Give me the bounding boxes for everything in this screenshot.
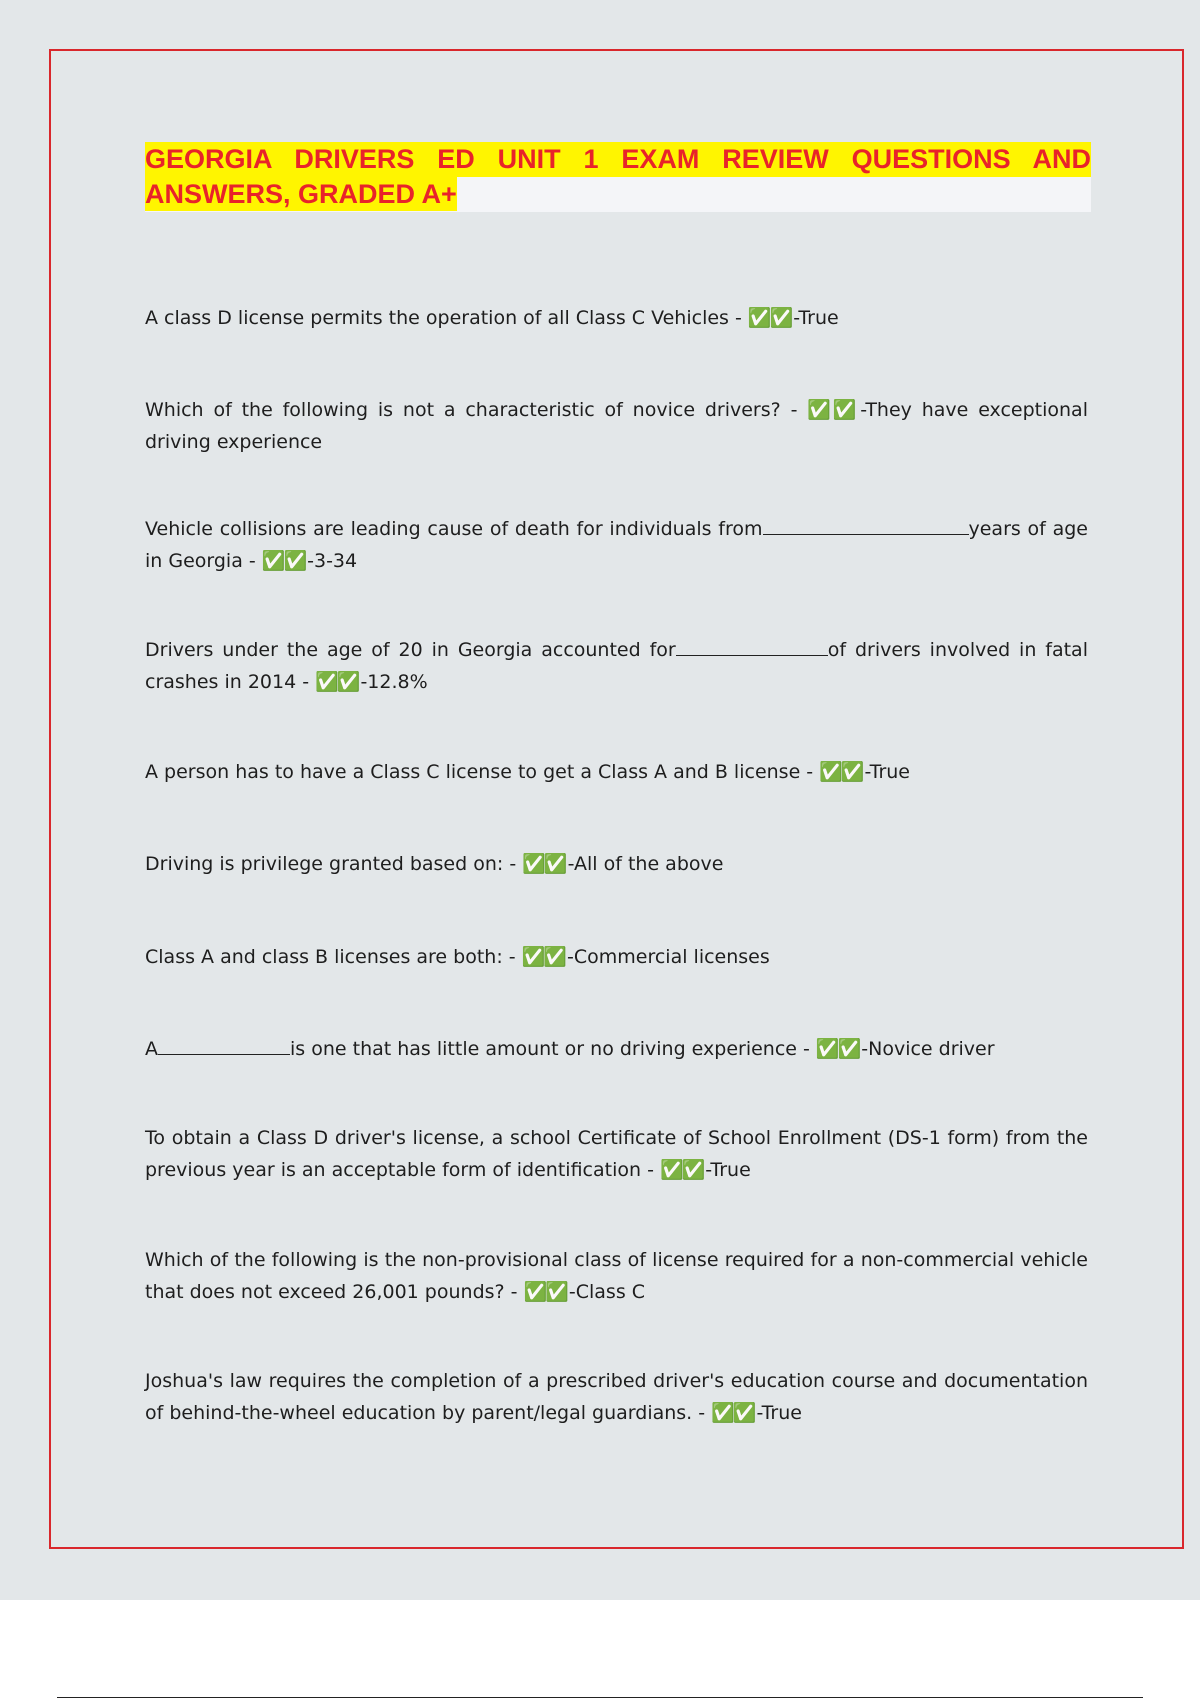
qa-item-5 (145, 756, 1088, 788)
answer-text: -True (864, 761, 910, 783)
answer-text: -All of the above (567, 853, 724, 875)
qa-item-6 (145, 848, 1088, 880)
question-text: Which of the following is not a characteristic of novice drivers? - (145, 399, 808, 421)
answer-text: -True (756, 1402, 802, 1424)
check-icon: ✅✅ (747, 307, 792, 329)
answer-text: -3-34 (307, 550, 358, 572)
question-text-cont: of drivers involved in fatal crashes in 2014 - (145, 639, 1088, 693)
check-icon: ✅✅ (522, 853, 566, 875)
fill-in-blank (676, 636, 828, 656)
question-text: Drivers under the age of 20 in Georgia accounted for (145, 639, 676, 661)
question-text: Class A and class B licenses are both: - (145, 946, 522, 968)
title-line-2: ANSWERS, GRADED A+ (145, 177, 1091, 212)
check-icon: ✅✅ (521, 946, 565, 968)
question-text: Joshua's law requires the completion of a prescribed driver's education course and documentation of behind-the-wheel education by parent/legal guardians. - (145, 1370, 1088, 1424)
answer-text: -They have exceptional driving experience (145, 399, 1088, 453)
check-icon: ✅✅ (523, 1281, 567, 1303)
page-border (49, 49, 1184, 1549)
qa-item-7 (145, 941, 1088, 973)
question-text: Vehicle collisions are leading cause of death for individuals from (145, 518, 763, 540)
check-icon: ✅✅ (711, 1402, 755, 1424)
qa-item-3 (145, 513, 1088, 577)
answer-text: -Class C (568, 1281, 646, 1303)
qa-item-8 (145, 1033, 1088, 1065)
question-text-cont: is one that has little amount or no driving experience - (290, 1038, 816, 1060)
qa-item-9 (145, 1122, 1088, 1186)
fill-in-blank (158, 1035, 290, 1055)
answer-text: -True (793, 307, 839, 329)
question-text: Driving is privilege granted based on: - (145, 853, 523, 875)
title-line-1: GEORGIA DRIVERS ED UNIT 1 EXAM REVIEW QUESTIONS AND (145, 142, 1091, 177)
fill-in-blank (763, 515, 969, 535)
answer-text: -Novice driver (861, 1038, 995, 1060)
check-icon: ✅✅ (807, 399, 859, 421)
qa-item-1 (145, 302, 1088, 334)
check-icon: ✅✅ (819, 761, 863, 783)
check-icon: ✅✅ (659, 1159, 704, 1181)
document-title (145, 142, 1091, 212)
question-text: A person has to have a Class C license to get a Class A and B license - (145, 761, 820, 783)
qa-item-11 (145, 1365, 1088, 1429)
qa-item-4 (145, 634, 1088, 698)
answer-text: -12.8% (360, 671, 428, 693)
answer-text: -True (705, 1159, 751, 1181)
footer-rule (57, 1697, 1143, 1698)
check-icon: ✅✅ (815, 1038, 860, 1060)
qa-item-2 (145, 394, 1088, 458)
question-text-cont: years of age in Georgia - (145, 518, 1088, 572)
question-text: A (145, 1038, 158, 1060)
check-icon: ✅✅ (315, 671, 359, 693)
question-text: To obtain a Class D driver's license, a school Certificate of School Enrollment (DS-1 form) from the previous year is an acceptable form of identification - (145, 1127, 1088, 1181)
qa-item-10 (145, 1244, 1088, 1308)
answer-text: -Commercial licenses (567, 946, 770, 968)
question-text: A class D license permits the operation of all Class C Vehicles - (145, 307, 748, 329)
question-text: Which of the following is the non-provisional class of license required for a non-commercial vehicle that does not exceed 26,001 pounds? - (145, 1249, 1088, 1303)
check-icon: ✅✅ (261, 550, 306, 572)
